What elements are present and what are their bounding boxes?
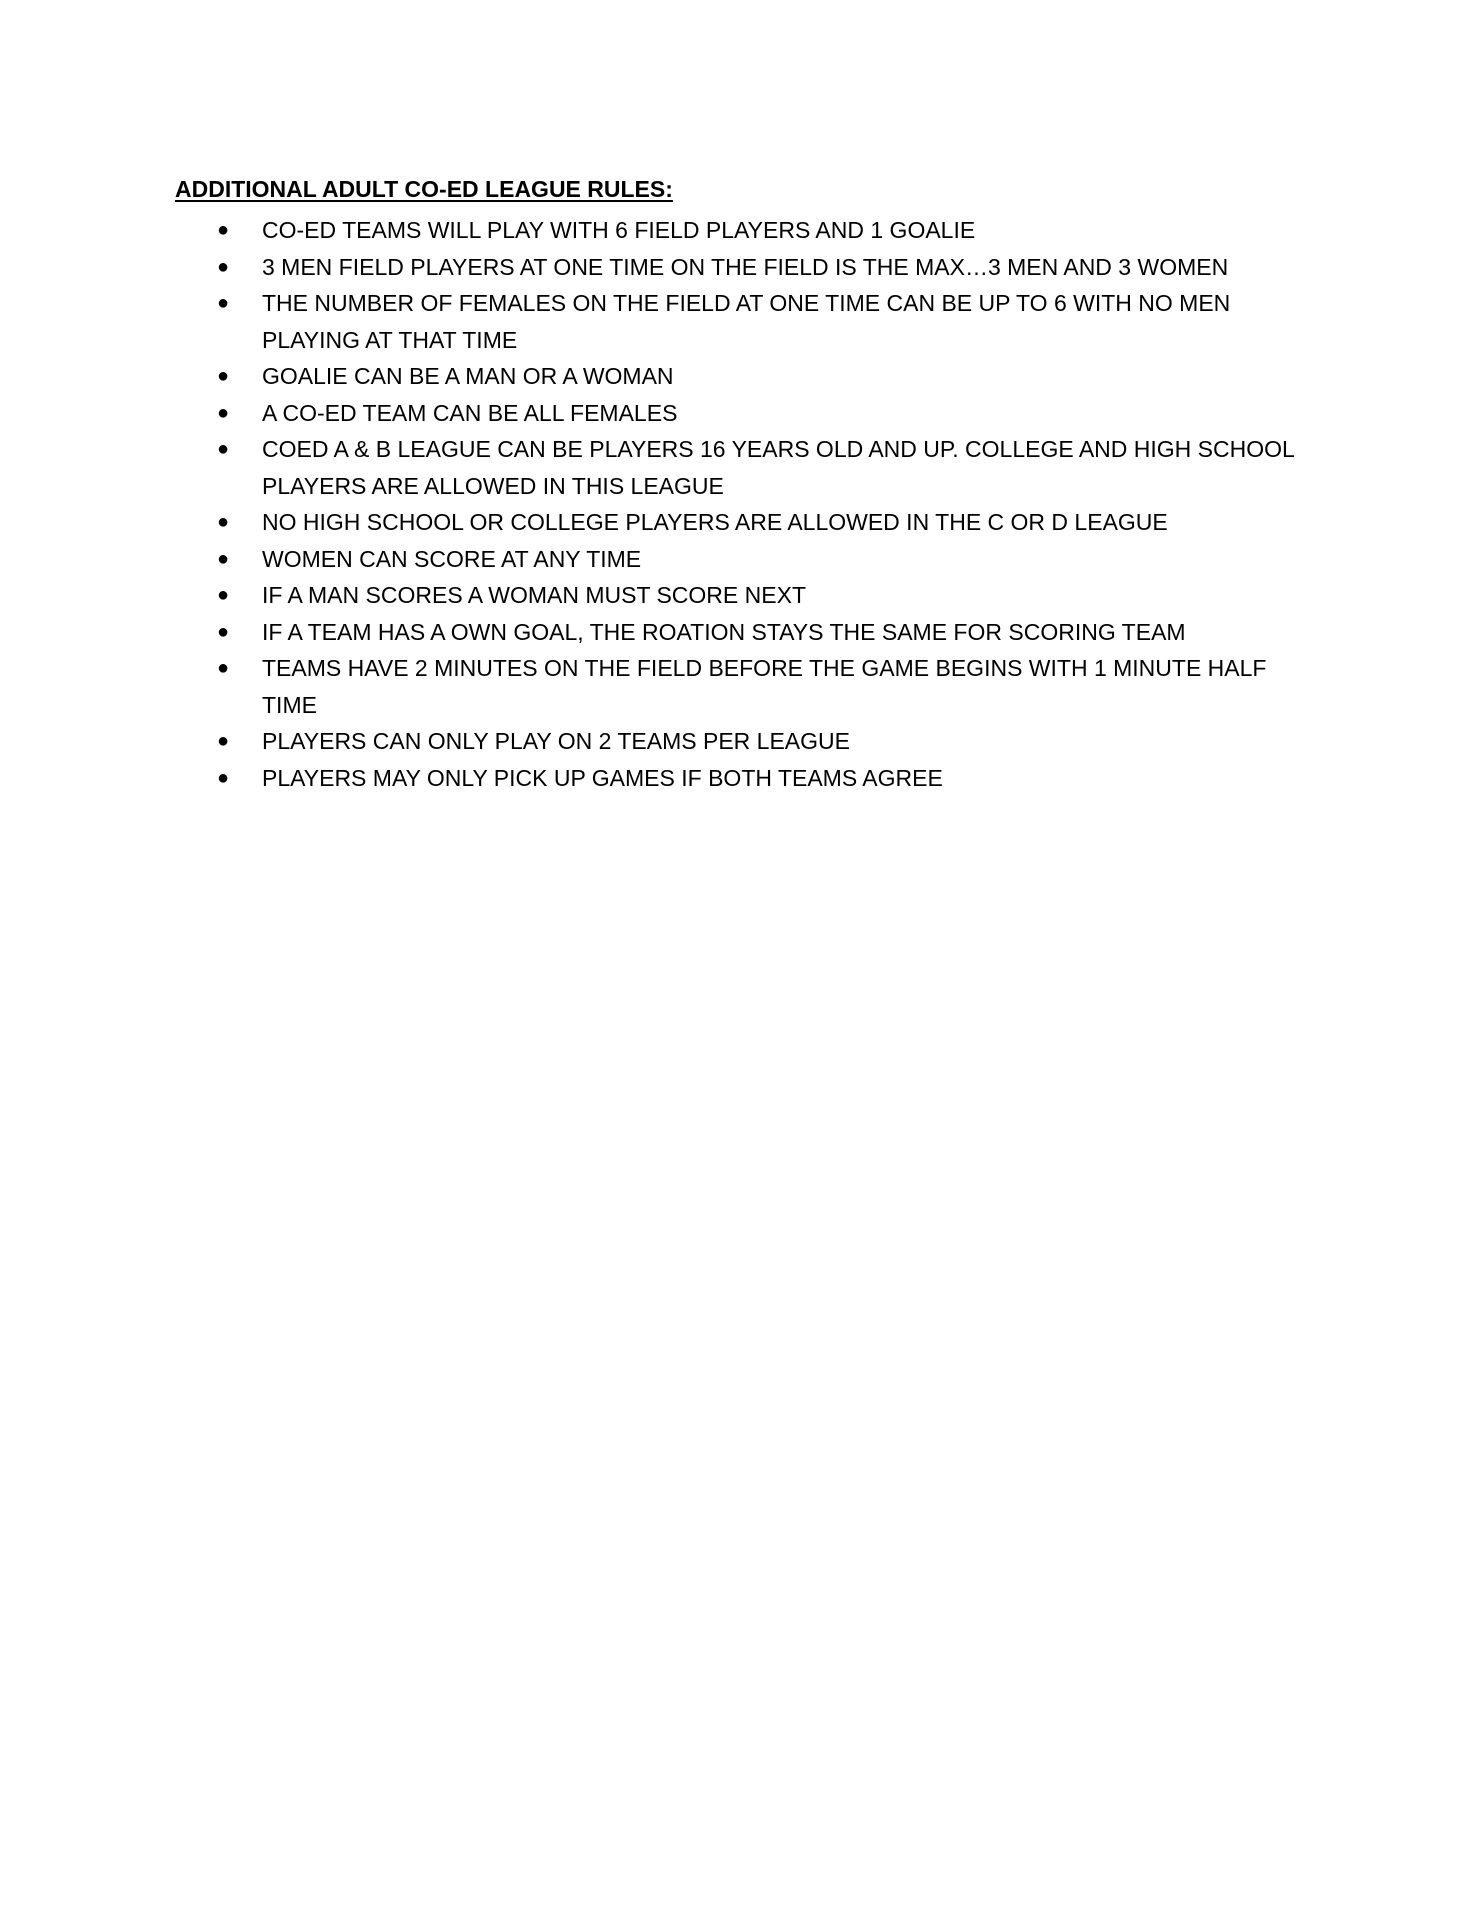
rule-text: IF A MAN SCORES A WOMAN MUST SCORE NEXT [262, 582, 806, 608]
bullet-icon: ● [217, 620, 230, 643]
list-item [175, 760, 1315, 797]
rule-text: NO HIGH SCHOOL OR COLLEGE PLAYERS ARE ALLOWED IN THE C OR D LEAGUE [262, 509, 1168, 535]
list-item [175, 431, 1315, 504]
rule-text: PLAYERS CAN ONLY PLAY ON 2 TEAMS PER LEAGUE [262, 728, 850, 754]
rule-text: 3 MEN FIELD PLAYERS AT ONE TIME ON THE FIELD IS THE MAX…3 MEN AND 3 WOMEN [262, 253, 1229, 280]
bullet-icon: ● [217, 365, 230, 387]
bullet-icon: ● [217, 766, 230, 789]
bullet-icon: ● [217, 511, 230, 533]
list-item [175, 249, 1315, 286]
bullet-icon: ● [217, 255, 230, 278]
rule-text: A CO-ED TEAM CAN BE ALL FEMALES [262, 399, 678, 426]
bullet-icon: ● [217, 401, 230, 424]
rule-text: COED A & B LEAGUE CAN BE PLAYERS 16 YEARS OLD AND UP. COLLEGE AND HIGH SCHOOL PLAYERS ARE ALLOWED IN THIS LEAGUE [262, 436, 1294, 499]
rules-list [175, 212, 1315, 796]
rule-text: THE NUMBER OF FEMALES ON THE FIELD AT ONE TIME CAN BE UP TO 6 WITH NO MEN PLAYING AT THAT TIME [262, 290, 1231, 353]
bullet-icon: ● [217, 219, 230, 241]
rule-text: GOALIE CAN BE A MAN OR A WOMAN [262, 363, 674, 389]
list-item [175, 504, 1315, 541]
list-item [175, 723, 1315, 760]
list-item [175, 577, 1315, 614]
rule-text: PLAYERS MAY ONLY PICK UP GAMES IF BOTH TEAMS AGREE [262, 764, 943, 791]
list-item [175, 650, 1315, 723]
bullet-icon: ● [217, 657, 230, 679]
bullet-icon: ● [217, 547, 230, 570]
list-item [175, 285, 1315, 358]
list-item [175, 212, 1315, 249]
page-heading: ADDITIONAL ADULT CO-ED LEAGUE RULES: [175, 176, 673, 202]
bullet-icon: ● [217, 584, 230, 606]
bullet-icon: ● [217, 438, 230, 460]
bullet-icon: ● [217, 730, 230, 752]
list-item [175, 395, 1315, 432]
rule-text: IF A TEAM HAS A OWN GOAL, THE ROATION STAYS THE SAME FOR SCORING TEAM [262, 618, 1186, 645]
list-item [175, 358, 1315, 395]
rule-text: CO-ED TEAMS WILL PLAY WITH 6 FIELD PLAYERS AND 1 GOALIE [262, 217, 976, 243]
rule-text: WOMEN CAN SCORE AT ANY TIME [262, 545, 642, 572]
bullet-icon: ● [217, 292, 230, 314]
list-item [175, 541, 1315, 578]
list-item [175, 614, 1315, 651]
rule-text: TEAMS HAVE 2 MINUTES ON THE FIELD BEFORE THE GAME BEGINS WITH 1 MINUTE HALF TIME [262, 655, 1267, 718]
